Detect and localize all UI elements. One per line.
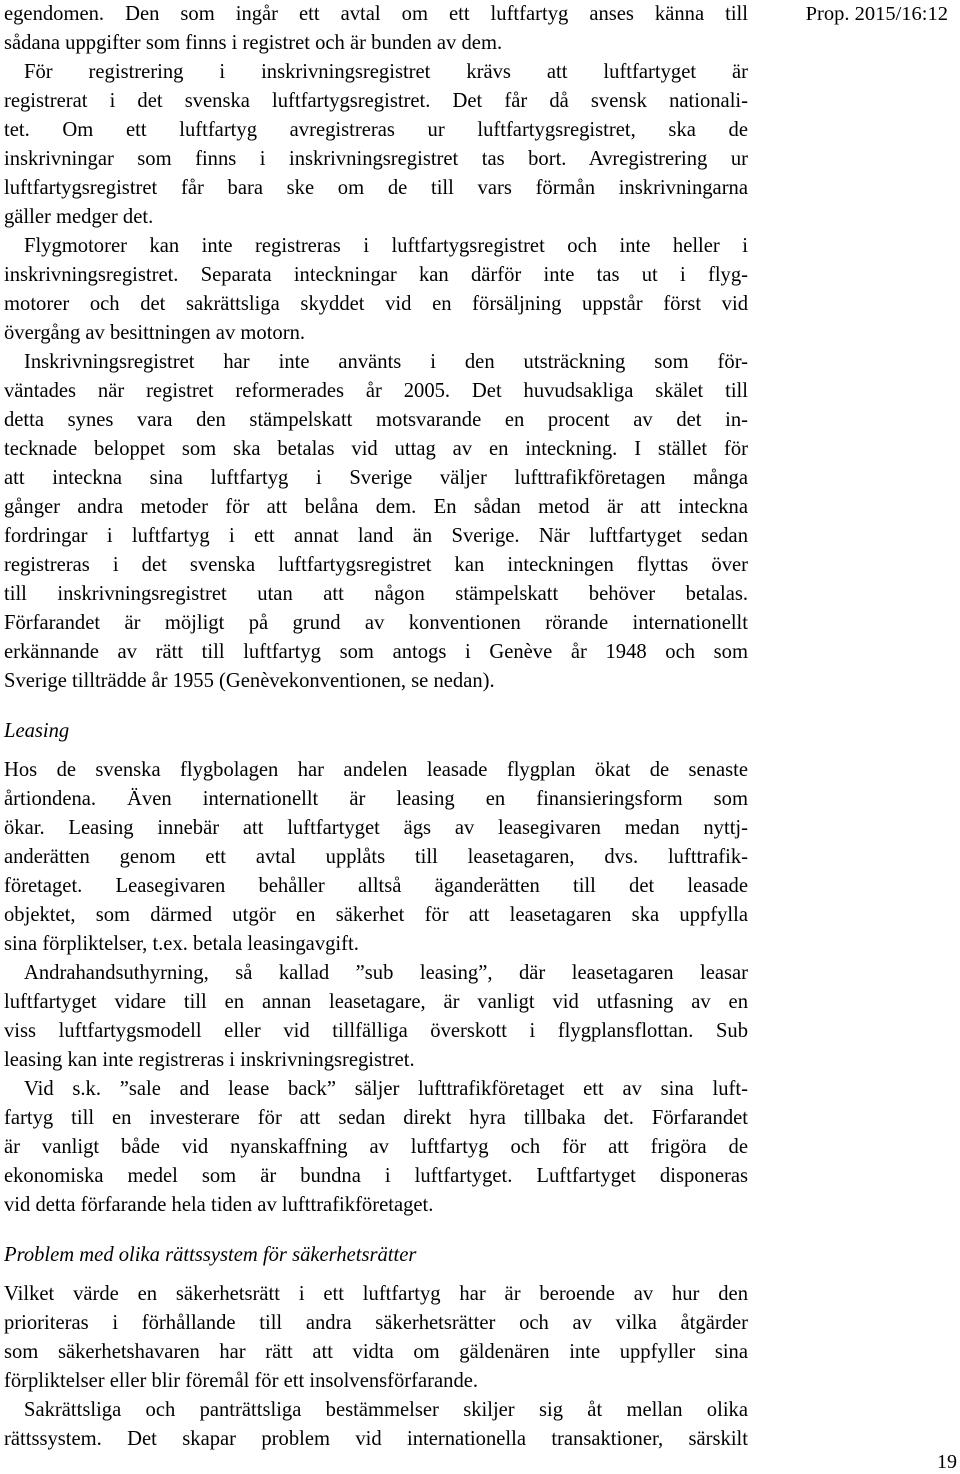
paragraph (4, 959, 748, 1075)
section-heading-security-rights: Problem med olika rättssystem för säkerhetsrätter (4, 1244, 417, 1266)
text-line: företaget. Leasegivaren behåller alltså äganderätten till det leasade (4, 875, 748, 897)
text-line: Sverige tillträdde år 1955 (Genèvekonventionen, se nedan). (4, 670, 495, 692)
text-line: luftfartygsregistret får bara ske om de till vars förmån inskrivningarna (4, 177, 748, 199)
paragraph (4, 0, 748, 58)
page-number: 19 (937, 1451, 957, 1473)
text-line: erkännande av rätt till luftfartyg som antogs i Genève år 1948 och som (4, 641, 748, 663)
text-line: leasing kan inte registreras i inskrivningsregistret. (4, 1049, 415, 1071)
text-line: till inskrivningsregistret utan att någon stämpelskatt behöver betalas. (4, 583, 748, 605)
text-line: objektet, som därmed utgör en säkerhet för att leasetagaren ska uppfylla (4, 904, 748, 926)
text-line: som säkerhetshavaren har rätt att vidta om gäldenären inte uppfyller sina (4, 1341, 748, 1363)
spacer (4, 746, 748, 756)
text-line: ekonomiska medel som är bundna i luftfartyget. Luftfartyget disponeras (4, 1165, 748, 1187)
text-line: registrerat i det svenska luftfartygsregistret. Det får då svensk nationali- (4, 90, 748, 112)
text-line: rättssystem. Det skapar problem vid internationella transaktioner, särskilt (4, 1428, 748, 1450)
text-line: Flygmotorer kan inte registreras i luftfartygsregistret och inte heller i (24, 235, 748, 257)
text-line: Sakrättsliga och panträttsliga bestämmelser skiljer sig åt mellan olika (24, 1399, 748, 1421)
text-line: Vilket värde en säkerhetsrätt i ett luftfartyg har är beroende av hur den (4, 1283, 748, 1305)
text-line: gånger andra metoder för att belåna dem. En sådan metod är att inteckna (4, 496, 748, 518)
text-line: väntades när registret reformerades år 2005. Det huvudsakliga skälet till (4, 380, 748, 402)
text-line: motorer och det sakrättsliga skyddet vid en försäljning uppstår först vid (4, 293, 748, 315)
text-line: övergång av besittningen av motorn. (4, 322, 306, 344)
paragraph (4, 348, 748, 696)
text-line: Förfarandet är möjligt på grund av konventionen rörande internationellt (4, 612, 748, 634)
paragraph (4, 1280, 748, 1396)
spacer (4, 1220, 748, 1241)
text-line: vid detta förfarande hela tiden av lufttrafikföretaget. (4, 1194, 434, 1216)
text-line: luftfartyget vidare till en annan leasetagare, är vanligt vid utfasning av en (4, 991, 748, 1013)
section-heading-leasing: Leasing (4, 720, 70, 742)
text-line: fartyg till en investerare för att sedan direkt hyra tillbaka det. Förfarandet (4, 1107, 748, 1129)
spacer (4, 696, 748, 717)
text-line: prioriteras i förhållande till andra säkerhetsrätter och av vilka åtgärder (4, 1312, 748, 1334)
paragraph (4, 756, 748, 959)
text-line: För registrering i inskrivningsregistret krävs att luftfartyget är (24, 61, 748, 83)
text-line: Hos de svenska flygbolagen har andelen leasade flygplan ökat de senaste (4, 759, 748, 781)
paragraph (4, 58, 748, 232)
text-line: Andrahandsuthyrning, så kallad ”sub leasing”, där leasetagaren leasar (24, 962, 748, 984)
text-line: Vid s.k. ”sale and lease back” säljer lufttrafikföretaget ett av sina luft- (24, 1078, 748, 1100)
text-line: fordringar i luftfartyg i ett annat land än Sverige. När luftfartyget sedan (4, 525, 748, 547)
text-line: registreras i det svenska luftfartygsregistret kan inteckningen flyttas över (4, 554, 748, 576)
text-line: sina förpliktelser, t.ex. betala leasingavgift. (4, 933, 359, 955)
paragraph (4, 1396, 748, 1454)
text-line: tet. Om ett luftfartyg avregistreras ur luftfartygsregistret, ska de (4, 119, 748, 141)
text-line: årtiondena. Även internationellt är leasing en finansieringsform som (4, 788, 748, 810)
text-line: egendomen. Den som ingår ett avtal om ett luftfartyg anses känna till (4, 3, 748, 25)
text-line: ökar. Leasing innebär att luftfartyget ägs av leasegivaren medan nyttj- (4, 817, 748, 839)
text-line: viss luftfartygsmodell eller vid tillfälliga överskott i flygplansflottan. Sub (4, 1020, 748, 1042)
text-line: sådana uppgifter som finns i registret och är bunden av dem. (4, 32, 503, 54)
paragraph (4, 232, 748, 348)
body-text (4, 0, 748, 1454)
text-line: inskrivningsregistret. Separata inteckningar kan därför inte tas ut i flyg- (4, 264, 748, 286)
text-line: gäller medger det. (4, 206, 154, 228)
text-line: att inteckna sina luftfartyg i Sverige väljer lufttrafikföretagen många (4, 467, 748, 489)
text-line: tecknade beloppet som ska betalas vid uttag av en inteckning. I stället för (4, 438, 748, 460)
text-line: inskrivningar som finns i inskrivningsregistret tas bort. Avregistrering ur (4, 148, 748, 170)
text-line: Inskrivningsregistret har inte använts i den utsträckning som för- (24, 351, 748, 373)
text-line: detta synes vara den stämpelskatt motsvarande en procent av det in- (4, 409, 748, 431)
paragraph (4, 1075, 748, 1220)
text-line: anderätten genom ett avtal upplåts till leasetagaren, dvs. lufttrafik- (4, 846, 748, 868)
spacer (4, 1270, 748, 1280)
text-line: är vanligt både vid nyanskaffning av luftfartyg och för att frigöra de (4, 1136, 748, 1158)
proposition-reference: Prop. 2015/16:12 (805, 3, 948, 25)
text-line: förpliktelser eller blir föremål för ett insolvensförfarande. (4, 1370, 479, 1392)
